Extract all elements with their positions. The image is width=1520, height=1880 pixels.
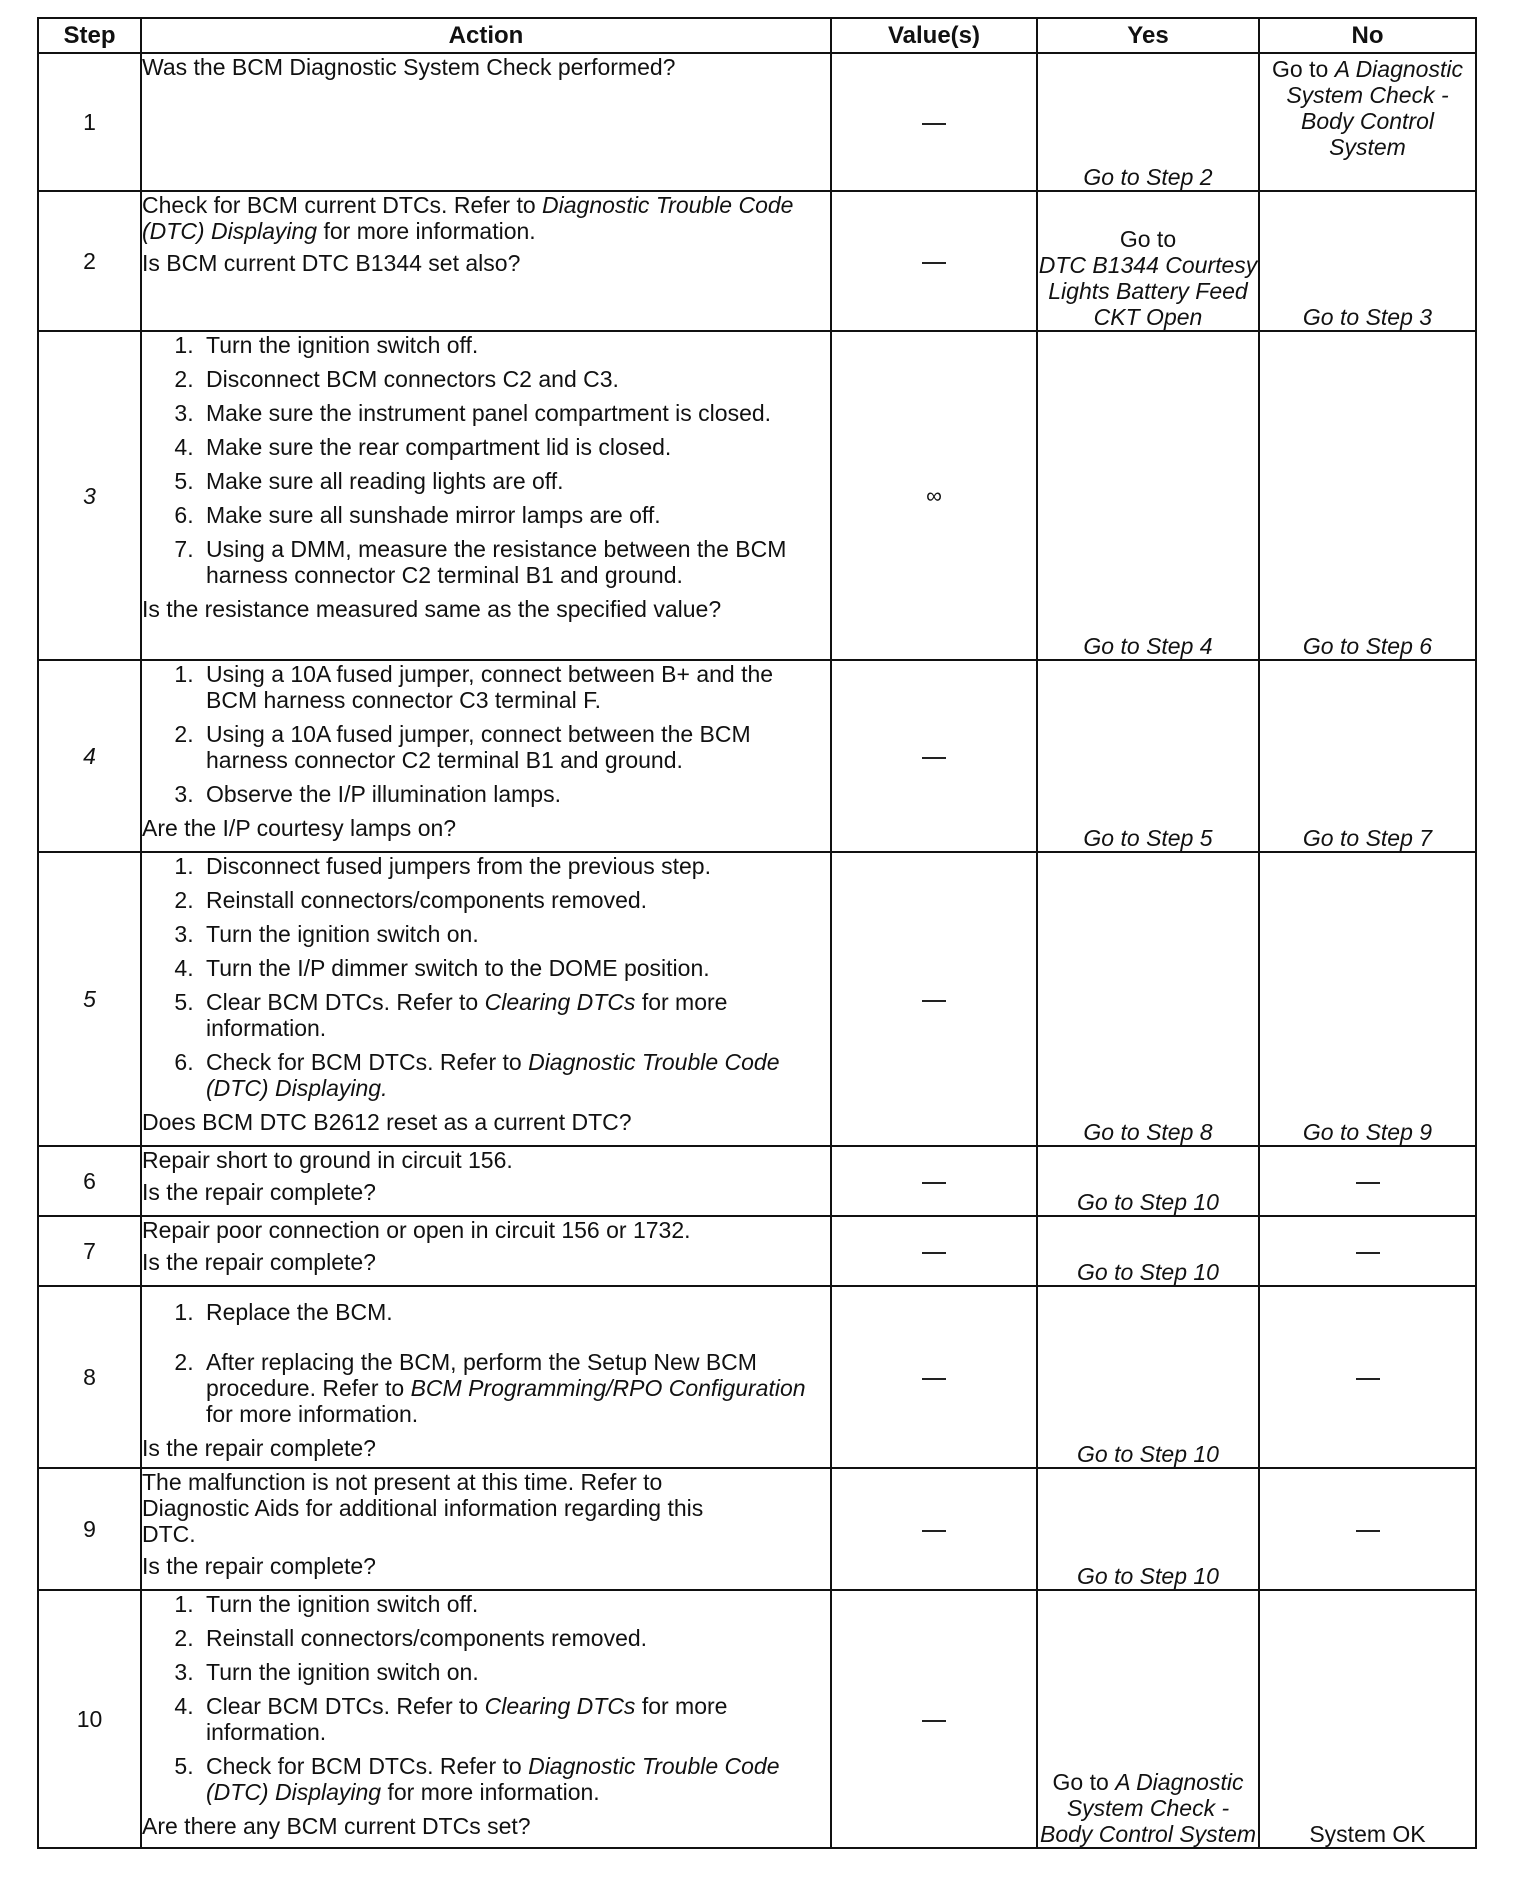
action-question: Is BCM current DTC B1344 set also? [142, 250, 521, 276]
no-prefix: Go to [1272, 56, 1335, 82]
header-values: Value(s) [831, 18, 1037, 53]
table-row [38, 852, 1476, 1146]
list-item: 5. Clear BCM DTCs. Refer to Clearing DTCs for more information. [200, 989, 830, 1041]
yes-cell: Go to Step 10 [1037, 1286, 1259, 1468]
step-number: 7 [38, 1216, 141, 1286]
yes-prefix: Go to [1052, 1769, 1116, 1795]
action-steps [142, 853, 830, 1101]
list-item: 4. Make sure the rear compartment lid is closed. [200, 434, 830, 460]
action-question: Are there any BCM current DTCs set? [142, 1813, 531, 1839]
value-cell [831, 191, 1037, 331]
header-action: Action [141, 18, 831, 53]
action-cell [141, 1146, 831, 1216]
no-cell: Go to Step 7 [1259, 660, 1476, 852]
dash-mark [1356, 1182, 1380, 1184]
no-cell [1259, 1146, 1476, 1216]
table-row [38, 1216, 1476, 1286]
table-row [38, 1286, 1476, 1468]
action-text: Was the BCM Diagnostic System Check performed? [142, 54, 676, 80]
step-number: 3 [38, 331, 141, 660]
no-cell [1259, 1286, 1476, 1468]
value-cell [831, 53, 1037, 191]
action-question: Is the repair complete? [142, 1179, 376, 1205]
action-text: Repair poor connection or open in circuit 156 or 1732. [142, 1217, 691, 1243]
dash-mark [1356, 1378, 1380, 1380]
list-item: 3. Turn the ignition switch on. [200, 921, 830, 947]
header-row [38, 18, 1476, 53]
list-item: 2. Reinstall connectors/components removed. [200, 1625, 830, 1651]
list-item: 2. After replacing the BCM, perform the Setup New BCM procedure. Refer to BCM Programming/RPO Configuration for more information. [200, 1349, 830, 1427]
list-item: 5. Check for BCM DTCs. Refer to Diagnostic Trouble Code (DTC) Displaying for more information. [200, 1753, 830, 1805]
value-cell [831, 1216, 1037, 1286]
yes-cell: Go to Step 4 [1037, 331, 1259, 660]
header-yes: Yes [1037, 18, 1259, 53]
yes-cell [1037, 191, 1259, 331]
action-steps [142, 1299, 830, 1427]
dash-mark [922, 1182, 946, 1184]
action-cell [141, 331, 831, 660]
list-item: 5. Make sure all reading lights are off. [200, 468, 830, 494]
dash-mark [922, 123, 946, 125]
no-cell [1259, 1468, 1476, 1590]
yes-cell [1037, 1590, 1259, 1848]
action-cell [141, 660, 831, 852]
table-row [38, 1468, 1476, 1590]
yes-link: DTC B1344 Courtesy Lights Battery Feed CKT Open [1038, 252, 1258, 330]
dash-mark [922, 1378, 946, 1380]
action-steps [142, 332, 830, 588]
value-cell [831, 1146, 1037, 1216]
action-question: Are the I/P courtesy lamps on? [142, 815, 457, 841]
list-item: 1. Replace the BCM. [200, 1299, 830, 1325]
list-item: 3. Make sure the instrument panel compartment is closed. [200, 400, 830, 426]
action-question: Is the repair complete? [142, 1553, 376, 1579]
list-item: 4. Clear BCM DTCs. Refer to Clearing DTCs for more information. [200, 1693, 830, 1745]
list-item: 6. Make sure all sunshade mirror lamps are off. [200, 502, 830, 528]
list-item: 3. Observe the I/P illumination lamps. [200, 781, 830, 807]
header-step: Step [38, 18, 141, 53]
action-question: Is the repair complete? [142, 1435, 376, 1461]
system-ok: System OK [1309, 1821, 1426, 1847]
dash-mark [1356, 1530, 1380, 1532]
dash-mark [922, 757, 946, 759]
action-cell [141, 1286, 831, 1468]
list-item: 2. Using a 10A fused jumper, connect between the BCM harness connector C2 terminal B1 and ground. [200, 721, 830, 773]
action-question: Does BCM DTC B2612 reset as a current DTC? [142, 1109, 632, 1135]
list-item: 7. Using a DMM, measure the resistance between the BCM harness connector C2 terminal B1 and ground. [200, 536, 830, 588]
yes-cell: Go to Step 10 [1037, 1468, 1259, 1590]
list-item: 2. Reinstall connectors/components removed. [200, 887, 830, 913]
no-cell [1259, 1216, 1476, 1286]
action-cell [141, 852, 831, 1146]
dash-mark [922, 262, 946, 264]
step-number: 8 [38, 1286, 141, 1468]
yes-cell: Go to Step 8 [1037, 852, 1259, 1146]
list-item: 3. Turn the ignition switch on. [200, 1659, 830, 1685]
value-cell [831, 1286, 1037, 1468]
step-number: 10 [38, 1590, 141, 1848]
action-cell [141, 1216, 831, 1286]
no-cell: Go to Step 9 [1259, 852, 1476, 1146]
list-item: 6. Check for BCM DTCs. Refer to Diagnostic Trouble Code (DTC) Displaying. [200, 1049, 830, 1101]
yes-cell: Go to Step 5 [1037, 660, 1259, 852]
no-cell: Go to Step 3 [1259, 191, 1476, 331]
step-number: 6 [38, 1146, 141, 1216]
action-steps [142, 1591, 830, 1805]
dash-mark [922, 1720, 946, 1722]
action-cell [141, 1468, 831, 1590]
yes-link: A Diagnostic System Check - Body Control System [1039, 1769, 1257, 1847]
value-cell: ∞ [831, 331, 1037, 660]
table-row [38, 1146, 1476, 1216]
action-question: Is the resistance measured same as the specified value? [142, 596, 722, 622]
list-item: 1. Disconnect fused jumpers from the previous step. [200, 853, 830, 879]
table-row [38, 53, 1476, 191]
value-cell [831, 1590, 1037, 1848]
list-item: 1. Turn the ignition switch off. [200, 1591, 830, 1617]
no-cell [1259, 1590, 1476, 1848]
yes-cell: Go to Step 10 [1037, 1146, 1259, 1216]
step-number: 9 [38, 1468, 141, 1590]
dash-mark [922, 1252, 946, 1254]
step-number: 2 [38, 191, 141, 331]
list-item: 4. Turn the I/P dimmer switch to the DOME position. [200, 955, 830, 981]
action-steps [142, 661, 830, 807]
value-cell [831, 852, 1037, 1146]
step-number: 1 [38, 53, 141, 191]
list-item: 1. Using a 10A fused jumper, connect between B+ and the BCM harness connector C3 terminal F. [200, 661, 830, 713]
table-row [38, 1590, 1476, 1848]
list-item: 1. Turn the ignition switch off. [200, 332, 830, 358]
dash-mark [1356, 1252, 1380, 1254]
table-row [38, 191, 1476, 331]
action-text: The malfunction is not present at this time. Refer to Diagnostic Aids for additional information regarding this DTC. [142, 1469, 704, 1547]
yes-prefix: Go to [1119, 226, 1177, 252]
value-cell [831, 660, 1037, 852]
step-number: 4 [38, 660, 141, 852]
dash-mark [922, 1530, 946, 1532]
action-text: Repair short to ground in circuit 156. [142, 1147, 513, 1173]
action-question: Is the repair complete? [142, 1249, 376, 1275]
no-link: A Diagnostic System Check - Body Control System [1286, 56, 1463, 160]
no-cell: Go to Step 6 [1259, 331, 1476, 660]
table-row [38, 331, 1476, 660]
action-cell [141, 53, 831, 191]
action-text: Check for BCM current DTCs. Refer to Diagnostic Trouble Code (DTC) Displaying for more information. [142, 192, 794, 244]
action-cell [141, 1590, 831, 1848]
step-number: 5 [38, 852, 141, 1146]
diagnostic-table [37, 17, 1477, 1849]
no-cell [1259, 53, 1476, 191]
yes-cell: Go to Step 2 [1037, 53, 1259, 191]
list-item: 2. Disconnect BCM connectors C2 and C3. [200, 366, 830, 392]
dash-mark [922, 1000, 946, 1002]
yes-cell: Go to Step 10 [1037, 1216, 1259, 1286]
value-cell [831, 1468, 1037, 1590]
header-no: No [1259, 18, 1476, 53]
action-cell [141, 191, 831, 331]
table-row [38, 660, 1476, 852]
